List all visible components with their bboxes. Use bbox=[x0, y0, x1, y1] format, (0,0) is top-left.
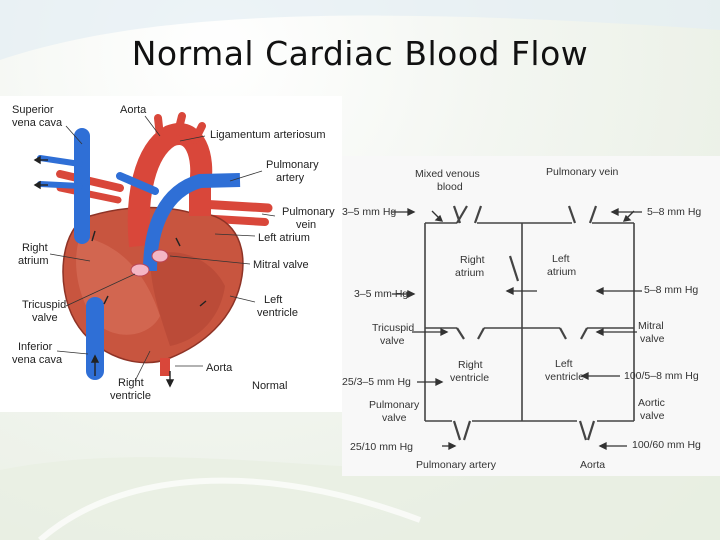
schem-lv-pressure: 100/5–8 mm Hg bbox=[624, 370, 699, 382]
schem-mitral-1: Mitral bbox=[638, 320, 664, 332]
schem-pulmonary-valve-1: Pulmonary bbox=[369, 399, 420, 411]
schem-left-atrium-1: Left bbox=[552, 253, 570, 265]
schem-right-atrium-2: atrium bbox=[455, 267, 485, 279]
label-superior-vena-cava-1: Superior bbox=[12, 104, 54, 116]
label-normal: Normal bbox=[252, 380, 288, 392]
schem-pa-pressure: 25/10 mm Hg bbox=[350, 441, 414, 453]
schem-aortic-valve-2: valve bbox=[640, 410, 665, 422]
schem-ao-pressure: 100/60 mm Hg bbox=[632, 439, 701, 451]
schem-right-ventricle-1: Right bbox=[458, 359, 483, 371]
label-left-atrium: Left atrium bbox=[258, 232, 310, 244]
label-pulmonary-artery-2: artery bbox=[276, 172, 305, 184]
schem-aorta: Aorta bbox=[580, 459, 606, 471]
label-superior-vena-cava-2: vena cava bbox=[12, 117, 63, 129]
label-left-ventricle-2: ventricle bbox=[257, 307, 298, 319]
flow-arrows-schematic bbox=[392, 209, 642, 449]
mitral-valve-mark bbox=[152, 250, 168, 262]
schem-left-ventricle-2: ventricle bbox=[545, 371, 585, 383]
schem-mixed-venous-1: Mixed venous bbox=[415, 168, 480, 180]
schem-right-ventricle-2: ventricle bbox=[450, 372, 490, 384]
label-right-ventricle-1: Right bbox=[118, 377, 144, 389]
label-pulmonary-artery-1: Pulmonary bbox=[266, 159, 319, 171]
schem-pulmonary-artery: Pulmonary artery bbox=[416, 459, 496, 471]
label-left-ventricle-1: Left bbox=[264, 294, 283, 306]
schem-mixed-venous-2: blood bbox=[437, 181, 463, 193]
schem-left-atrium-2: atrium bbox=[547, 266, 577, 278]
schem-la-pressure: 5–8 mm Hg bbox=[644, 284, 699, 296]
label-tricuspid-1: Tricuspid bbox=[22, 299, 67, 311]
schem-aortic-valve-1: Aortic bbox=[638, 397, 665, 409]
label-pulmonary-vein-1: Pulmonary bbox=[282, 206, 335, 218]
schem-ra-pressure-in: 3–5 mm Hg bbox=[342, 206, 397, 218]
schem-mitral-2: valve bbox=[640, 333, 665, 345]
label-inferior-vena-cava-2: vena cava bbox=[12, 354, 63, 366]
schem-tricuspid-1: Tricuspid bbox=[372, 322, 415, 334]
label-mitral-valve: Mitral valve bbox=[253, 259, 309, 271]
slide-title: Normal Cardiac Blood Flow bbox=[131, 34, 589, 73]
label-pulmonary-vein-2: vein bbox=[296, 219, 317, 231]
valve-flaps bbox=[454, 206, 596, 440]
label-inferior-vena-cava-1: Inferior bbox=[18, 341, 53, 353]
schematic-box bbox=[425, 223, 634, 421]
schem-right-atrium-1: Right bbox=[460, 254, 485, 266]
label-right-atrium-2: atrium bbox=[18, 255, 49, 267]
pressure-schematic-panel bbox=[342, 156, 720, 476]
label-aorta-top: Aorta bbox=[120, 104, 147, 116]
schem-pulmonary-valve-2: valve bbox=[382, 412, 407, 424]
label-ligamentum-arteriosum: Ligamentum arteriosum bbox=[210, 129, 326, 141]
schem-la-pressure-in: 5–8 mm Hg bbox=[647, 206, 702, 218]
heart-anatomy-panel bbox=[0, 96, 342, 412]
schem-ra-pressure: 3–5 mm Hg bbox=[354, 288, 409, 300]
schem-left-ventricle-1: Left bbox=[555, 358, 573, 370]
schem-tricuspid-2: valve bbox=[380, 335, 405, 347]
schem-pulmonary-vein: Pulmonary vein bbox=[546, 166, 619, 178]
label-aorta-bottom: Aorta bbox=[206, 362, 233, 374]
pressure-schematic bbox=[342, 156, 720, 476]
label-right-atrium-1: Right bbox=[22, 242, 48, 254]
schem-rv-pressure: 25/3–5 mm Hg bbox=[342, 376, 411, 388]
label-tricuspid-2: valve bbox=[32, 312, 58, 324]
label-right-ventricle-2: ventricle bbox=[110, 390, 151, 402]
